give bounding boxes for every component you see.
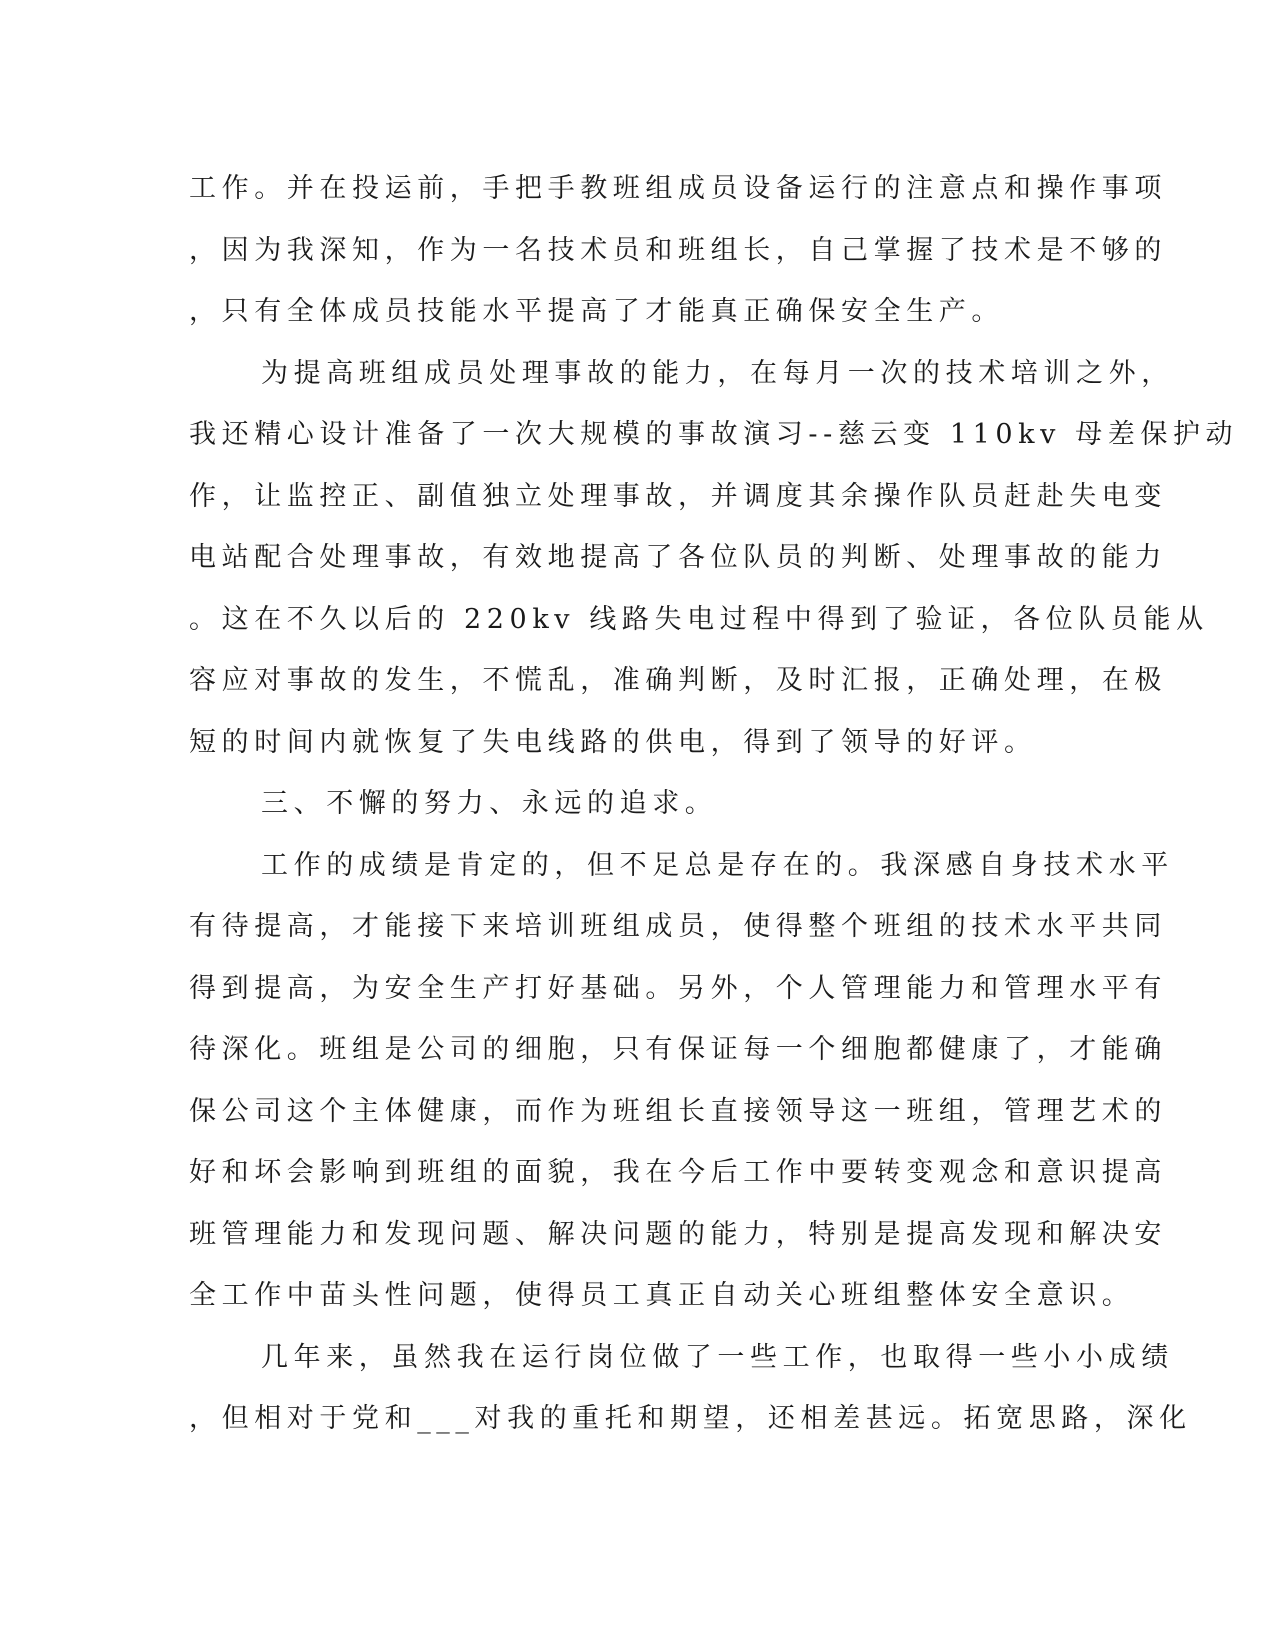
text-line: ，因为我深知，作为一名技术员和班组长，自己掌握了技术是不够的 [189,234,1167,266]
text-line: 全工作中苗头性问题，使得员工真正自动关心班组整体安全意识。 [189,1280,1135,1311]
text-line: 作，让监控正、副值独立处理事故，并调度其余操作队员赶赴失电变 [189,480,1167,512]
text-line: 保公司这个主体健康，而作为班组长直接领导这一班组，管理艺术的 [189,1095,1167,1127]
document-body [189,158,1239,1450]
text-line: 容应对事故的发生，不慌乱，准确判断，及时汇报，正确处理，在极 [189,665,1167,696]
text-line: 待深化。班组是公司的细胞，只有保证每一个细胞都健康了，才能确 [189,1034,1167,1065]
text-line: 。这在不久以后的 220kv 线路失电过程中得到了验证，各位队员能从 [189,603,1209,635]
text-line: 我还精心设计准备了一次大规模的事故演习--慈云变 110kv 母差保护动 [189,419,1239,450]
section-heading: 三、不懈的努力、永远的追求。 [261,788,718,819]
text-line: 工作。并在投运前，手把手教班组成员设备运行的注意点和操作事项 [189,173,1167,204]
paragraph-first-line: 几年来，虽然我在运行岗位做了一些工作，也取得一些小小成绩 [261,1341,1174,1373]
text-line: 有待提高，才能接下来培训班组成员，使得整个班组的技术水平共同 [189,911,1167,942]
paragraph-first-line: 工作的成绩是肯定的，但不足总是存在的。我深感自身技术水平 [261,849,1174,881]
text-line: 短的时间内就恢复了失电线路的供电，得到了领导的好评。 [189,726,1037,758]
text-line: 好和坏会影响到班组的面貌，我在今后工作中要转变观念和意识提高 [189,1157,1167,1188]
text-line: 电站配合处理事故，有效地提高了各位队员的判断、处理事故的能力 [189,542,1167,573]
paragraph-first-line: 为提高班组成员处理事故的能力，在每月一次的技术培训之外， [261,357,1174,389]
text-line: 班管理能力和发现问题、解决问题的能力，特别是提高发现和解决安 [189,1218,1167,1250]
text-line: ，但相对于党和___对我的重托和期望，还相差甚远。拓宽思路，深化 [189,1403,1192,1434]
text-line: ，只有全体成员技能水平提高了才能真正确保安全生产。 [189,296,1004,327]
text-line: 得到提高，为安全生产打好基础。另外，个人管理能力和管理水平有 [189,972,1167,1004]
